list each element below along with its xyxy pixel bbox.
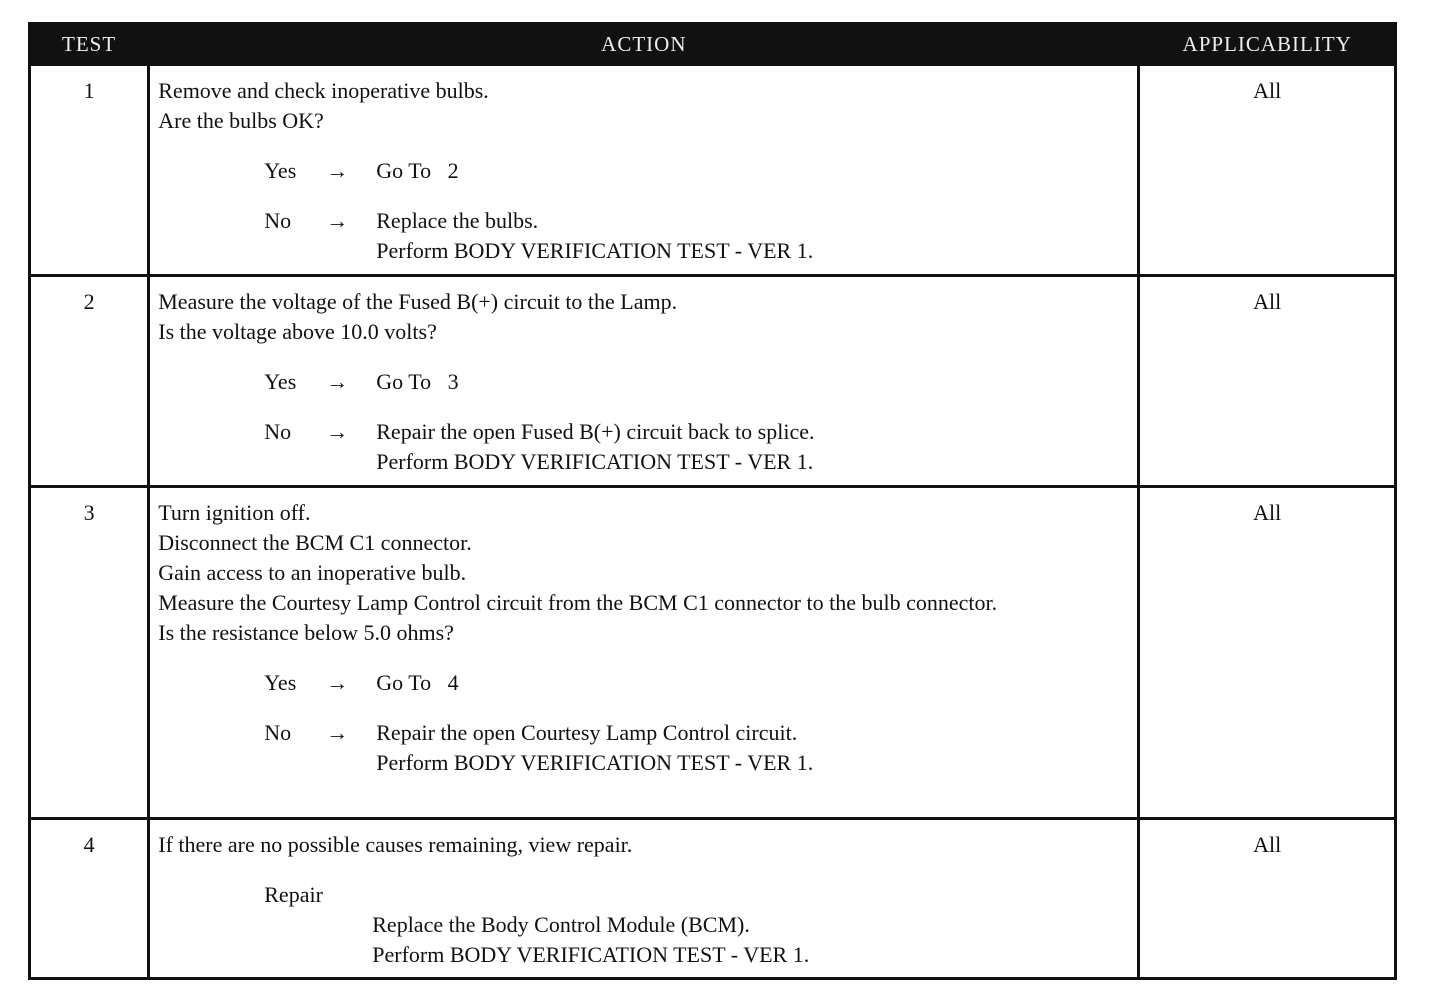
applicability-value: All [1139,276,1396,487]
applicability-value: All [1139,487,1396,818]
diagnostic-test-table [28,22,1397,980]
action-cell [149,487,1139,818]
no-result [376,417,814,477]
yes-label: Yes [264,158,297,183]
right-arrow-icon: → [326,720,349,746]
yes-branch [264,156,1133,186]
header-applicability: APPLICABILITY [1139,24,1396,65]
right-arrow-icon: → [326,158,349,183]
repair-line: Perform BODY VERIFICATION TEST - VER 1. [372,941,810,967]
test-number: 2 [30,276,149,487]
table-row [30,818,1396,978]
no-result-line: Perform BODY VERIFICATION TEST - VER 1. [376,750,814,776]
table-row [30,487,1396,818]
action-cell [149,276,1139,487]
goto-link[interactable]: Go To 2 [376,158,459,183]
applicability-value: All [1139,818,1396,978]
yes-branch [264,367,1133,397]
yes-result [376,668,458,698]
yes-branch [264,668,1133,698]
repair-line: Replace the Body Control Module (BCM). [372,911,750,937]
yes-result [376,156,458,186]
action-question: Are the bulbs OK? [158,108,324,133]
yes-result [376,367,458,397]
no-branch [264,417,1133,477]
yes-label: Yes [264,369,297,395]
test-number: 4 [30,818,149,978]
repair-label: Repair [264,881,323,907]
test-number: 1 [30,65,149,276]
action-line: Measure the voltage of the Fused B(+) circuit to the Lamp. [158,289,678,315]
no-result-line: Perform BODY VERIFICATION TEST - VER 1. [376,449,814,475]
yes-label: Yes [264,670,297,696]
no-result-line: Repair the open Courtesy Lamp Control circuit. [376,720,798,746]
header-test: TEST [30,24,149,65]
action-cell [149,65,1139,276]
action-line: Disconnect the BCM C1 connector. [158,530,472,556]
right-arrow-icon: → [326,419,349,445]
action-line: Turn ignition off. [158,500,311,526]
goto-link[interactable]: Go To 3 [376,369,459,395]
no-label: No [264,419,292,445]
no-label: No [264,720,292,746]
goto-link[interactable]: Go To 4 [376,670,459,696]
action-line: If there are no possible causes remaining, view repair. [158,831,633,857]
test-number: 3 [30,487,149,818]
action-cell [149,818,1139,978]
no-result [376,718,813,778]
no-result [376,206,813,266]
no-result-line: Replace the bulbs. [376,208,539,233]
no-branch [264,718,1133,778]
no-label: No [264,208,292,233]
table-row [30,65,1396,276]
action-line: Remove and check inoperative bulbs. [158,78,489,103]
table-header-row [30,24,1396,65]
no-branch [264,206,1133,266]
right-arrow-icon: → [326,208,349,233]
header-action: ACTION [149,24,1139,65]
table-row [30,276,1396,487]
no-result-line: Perform BODY VERIFICATION TEST - VER 1. [376,238,814,263]
repair-instructions [372,910,1133,970]
action-question: Is the resistance below 5.0 ohms? [158,620,454,646]
no-result-line: Repair the open Fused B(+) circuit back to splice. [376,419,815,445]
action-line: Gain access to an inoperative bulb. [158,560,467,586]
right-arrow-icon: → [326,369,349,395]
action-question: Is the voltage above 10.0 volts? [158,319,437,345]
applicability-value: All [1139,65,1396,276]
right-arrow-icon: → [326,670,349,696]
action-line: Measure the Courtesy Lamp Control circuit from the BCM C1 connector to the bulb connector. [158,590,998,616]
